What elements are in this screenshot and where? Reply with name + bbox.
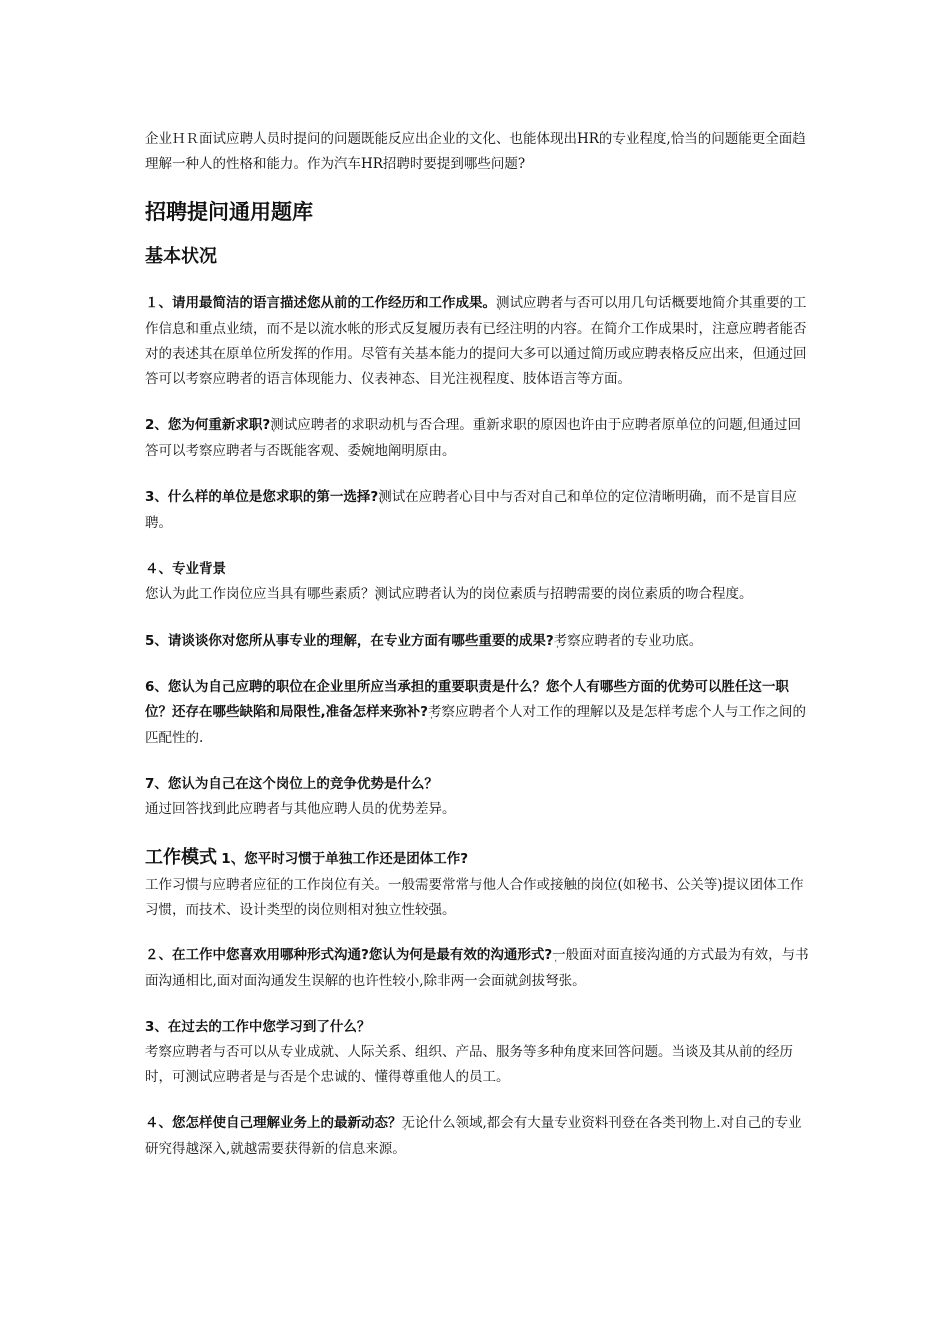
page-title: 招聘提问通用题库 bbox=[145, 200, 313, 224]
answer-text: 考察应聘者与否可以从专业成就、人际关系、组织、产品、服务等多种角度来回答问题。当谈及其从前的经历时，可测试应聘者是与否是个忠诚的、懂得尊重他人的员工。 bbox=[145, 1044, 793, 1085]
answer-text: 测试应聘者认为的岗位素质与招聘需要的岗位素质的吻合程度。 bbox=[374, 586, 753, 602]
intro-paragraph: 企业ＨＲ面试应聘人员时提问的问题既能反应出企业的文化、也能体现出HR的专业程度,恰当的问题能更全面趋理解一种人的性格和能力。作为汽车HR招聘时要提到哪些问题? bbox=[145, 131, 806, 172]
work-mode-item-3 bbox=[145, 1015, 810, 1090]
question-item-1 bbox=[145, 291, 810, 392]
work-mode-item-2 bbox=[145, 943, 810, 994]
answer-text: 一般面对面直接沟通的方式最为有效，与书面沟通相比,面对面沟通发生误解的也许性较小,除非两一会面就剑拔弩张。 bbox=[145, 947, 809, 989]
question-text: 2、您为何重新求职? bbox=[145, 417, 271, 433]
question-text: 6、您认为自己应聘的职位在企业里所应当承担的重要职责是什么？您个人有哪些方面的优势可以胜任这一职位？还存在哪些缺陷和局限性,准备怎样来弥补? bbox=[145, 679, 789, 720]
answer-text: 工作习惯与应聘者应征的工作岗位有关。一般需要常常与他人合作或接触的岗位(如秘书、公关等)提议团体工作习惯，而技术、设计类型的岗位则相对独立性较强。 bbox=[145, 877, 804, 918]
question-item-4 bbox=[145, 557, 810, 608]
question-text: 5、请谈谈你对您所从事专业的理解，在专业方面有哪些重要的成果? bbox=[145, 633, 554, 649]
work-mode-item-1 bbox=[145, 845, 810, 923]
question-text: ２、在工作中您喜欢用哪种形式沟通?您认为何是最有效的沟通形式? bbox=[145, 947, 553, 963]
question-text: 、您平时习惯于单独工作还是团体工作? bbox=[230, 851, 469, 867]
item-number: 1 bbox=[221, 851, 231, 867]
question-text: ４、专业背景 bbox=[145, 561, 226, 577]
answer-text: 测试应聘者的求职动机与否合理。重新求职的原因也许由于应聘者原单位的问题,但通过回答可以考察应聘者与否既能客观、委婉地阐明原由。 bbox=[145, 417, 802, 459]
answer-text: 通过回答找到此应聘者与其他应聘人员的优势差异。 bbox=[145, 801, 456, 817]
question-text: 3、什么样的单位是您求职的第一选择? bbox=[145, 489, 379, 505]
question-item-5 bbox=[145, 629, 810, 655]
question-text: ４、您怎样使自己理解业务上的最新动态？ bbox=[145, 1115, 402, 1131]
question-text: 7、您认为自己在这个岗位上的竞争优势是什么？ bbox=[145, 776, 438, 792]
work-mode-item-4 bbox=[145, 1111, 810, 1162]
section-heading-work-mode: 工作模式 bbox=[145, 847, 217, 868]
question-text-sub: 您认为此工作岗位应当具有哪些素质？ bbox=[145, 586, 375, 602]
question-item-6 bbox=[145, 675, 810, 751]
answer-text: 测试在应聘者心目中与否对自己和单位的定位清晰明确，而不是盲目应聘。 bbox=[145, 489, 797, 531]
answer-text: 无论什么领域,都会有大量专业资料刊登在各类刊物上.对自己的专业研究得越深入,就越需要获得新的信息来源。 bbox=[145, 1115, 802, 1157]
question-item-7 bbox=[145, 772, 810, 822]
question-item-2 bbox=[145, 413, 810, 464]
answer-text: 考察应聘者个人对工作的理解以及是怎样考虑个人与工作之间的匹配性的. bbox=[145, 704, 806, 746]
question-item-3 bbox=[145, 485, 810, 536]
question-text: 3、在过去的工作中您学习到了什么？ bbox=[145, 1019, 371, 1035]
section-heading-basic: 基本状况 bbox=[145, 246, 217, 267]
question-text: １、请用最简洁的语言描述您从前的工作经历和工作成果。 bbox=[145, 295, 496, 311]
answer-text: 考察应聘者的专业功底。 bbox=[553, 633, 703, 649]
answer-text: 测试应聘者与否可以用几句话概要地简介其重要的工作信息和重点业绩，而不是以流水帐的形式反复履历表有已经注明的内容。在简介工作成果时，注意应聘者能否对的表述其在原单位所发挥的作用。尽管有关基本能力的提问大多可以通过简历或应聘表格反应出来，但通过回答可以考察应聘者的语言体现能力、仪表神态、目光注视程度、肢体语言等方面。 bbox=[145, 295, 807, 387]
